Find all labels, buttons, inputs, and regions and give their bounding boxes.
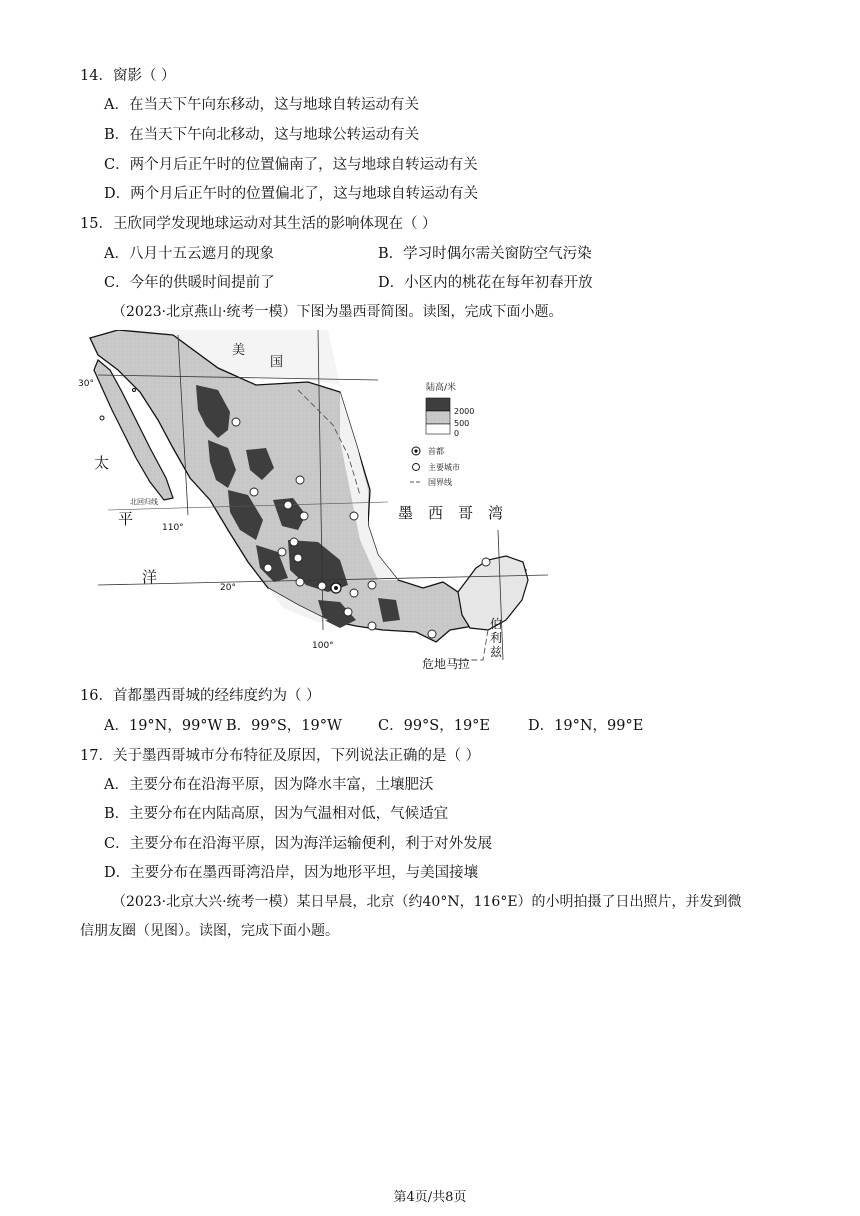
label-usa-2: 国 [270, 355, 284, 370]
q14-option-b: B．在当天下午向北移动，这与地球公转运动有关 [104, 127, 420, 143]
label-pacific-2: 平 [118, 510, 134, 528]
intro-sunrise-line2: 信朋友圈（见图）。读图，完成下面小题。 [80, 923, 339, 939]
q16-stem: 16．首都墨西哥城的经纬度约为（ ） [80, 688, 321, 704]
q17-option-d: D．主要分布在墨西哥湾沿岸，因为地形平坦，与美国接壤 [104, 865, 479, 881]
q16-option-a: A．19°N，99°W [104, 718, 223, 734]
q17-stem: 17．关于墨西哥城市分布特征及原因，下列说法正确的是（ ） [80, 748, 481, 764]
q15-stem: 15．王欣同学发现地球运动对其生活的影响体现在（ ） [80, 216, 437, 232]
q17-option-c: C．主要分布在沿海平原，因为海洋运输便利，利于对外发展 [104, 836, 493, 852]
label-belize-1: 伯 [490, 617, 503, 631]
q17-option-a: A．主要分布在沿海平原，因为降水丰富，土壤肥沃 [104, 777, 434, 793]
q14-option-c: C．两个月后正午时的位置偏南了，这与地球自转运动有关 [104, 157, 478, 173]
label-belize-3: 兹 [490, 645, 503, 659]
label-guatemala: 危地马拉 [422, 657, 471, 671]
q14-stem: 14．窗影（ ） [80, 68, 176, 84]
q14-option-a: A．在当天下午向东移动，这与地球自转运动有关 [104, 97, 419, 113]
label-lon-100: 100° [312, 641, 334, 651]
legend-level-2000: 2000 [454, 407, 475, 416]
label-pacific-1: 太 [94, 454, 110, 472]
page-footer: 第4页/共8页 [393, 1190, 467, 1205]
label-belize-2: 利 [490, 631, 503, 645]
q15-option-b: B．学习时偶尔需关窗防空气污染 [378, 246, 592, 262]
label-tropic-of-cancer: 北回归线 [130, 498, 158, 506]
intro-mexico-map: （2023·北京燕山·统考一模）下图为墨西哥简图。读图，完成下面小题。 [112, 304, 563, 320]
legend-capital: 首都 [428, 447, 444, 456]
label-lon-110: 110° [162, 523, 184, 533]
legend-city: 主要城市 [428, 463, 460, 472]
q16-option-b: B．99°S，19°W [226, 718, 342, 734]
mexico-map-figure [78, 330, 548, 675]
q15-option-c: C．今年的供暖时间提前了 [104, 275, 275, 291]
legend-level-0: 0 [454, 429, 460, 438]
q16-option-c: C．99°S，19°E [378, 718, 491, 734]
q17-option-b: B．主要分布在内陆高原，因为气温相对低，气候适宜 [104, 806, 449, 822]
q15-option-a: A．八月十五云遮月的现象 [104, 246, 274, 262]
q14-option-d: D．两个月后正午时的位置偏北了，这与地球自转运动有关 [104, 186, 479, 202]
map-legend [410, 381, 474, 487]
legend-title: 陆高/米 [426, 383, 457, 393]
label-lat-30: 30° [78, 379, 94, 389]
label-gulf-of-mexico: 墨 西 哥 湾 [398, 504, 504, 522]
label-usa-1: 美 [232, 343, 246, 358]
q15-option-d: D．小区内的桃花在每年初春开放 [378, 275, 593, 291]
capital-marker [331, 583, 341, 593]
intro-sunrise-line1: （2023·北京大兴·统考一模）某日早晨，北京（约40°N，116°E）的小明拍摄了日出照片，并发到微 [112, 894, 742, 910]
q16-option-d: D．19°N，99°E [528, 718, 644, 734]
label-pacific-3: 洋 [142, 568, 158, 586]
legend-border: 国界线 [428, 478, 452, 487]
legend-level-500: 500 [454, 419, 470, 428]
label-lat-20: 20° [220, 583, 236, 593]
